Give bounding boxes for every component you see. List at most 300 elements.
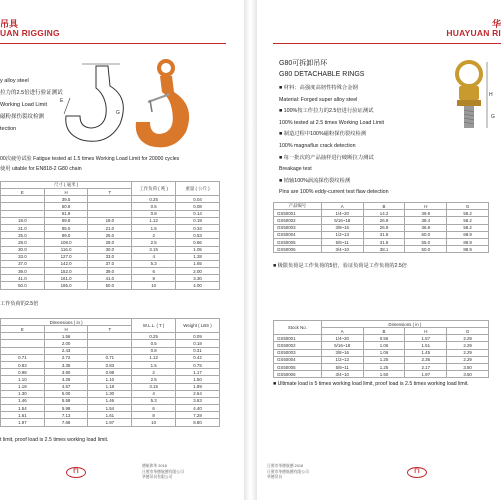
right-metric-table — [273, 202, 489, 253]
table-cell: 195.0 — [44, 282, 88, 289]
table-cell: 1.50 — [363, 371, 405, 378]
table-header: A — [321, 203, 363, 210]
left-footer-text — [142, 464, 184, 481]
table-cell: GS50004 — [274, 231, 322, 238]
table-cell: 8 — [132, 275, 176, 282]
table-cell: 0.18 — [176, 340, 220, 347]
table-subheader: T — [88, 326, 132, 333]
table-cell: 1.51 — [405, 342, 447, 349]
table-cell: 60.0 — [405, 231, 447, 238]
table-row — [1, 397, 220, 404]
right-feature: ■ 制造过程中100%磁粉探伤裂纹检测 — [279, 131, 367, 138]
table-cell: 5/16~18 — [321, 217, 363, 224]
right-feature: Pins are 100% eddy-current test flaw detection — [279, 189, 389, 196]
table-cell: 2.64 — [176, 390, 220, 397]
table-cell: 25.0 — [1, 232, 45, 239]
table-row — [1, 354, 220, 361]
fatigue-note: 00次疲劳试验 Fatigue tested at 1.5 times Working Load Limit for 20000 cycles — [0, 156, 180, 162]
svg-text:E: E — [60, 98, 64, 104]
table-cell: 26.9 — [363, 224, 405, 231]
table-cell — [88, 333, 132, 340]
table-cell: 161.0 — [44, 275, 88, 282]
table-cell: 3/8~16 — [321, 224, 363, 231]
left-metric-table — [0, 181, 220, 290]
table-cell: 39.0 — [1, 268, 45, 275]
table-cell: 4.40 — [176, 405, 220, 412]
table-cell: 0.8 — [132, 347, 176, 354]
table-cell: 1.10 — [88, 376, 132, 383]
table-row — [1, 419, 220, 426]
table-cell: 3.15 — [132, 246, 176, 253]
table-cell: 0.86 — [176, 239, 220, 246]
table-row — [274, 246, 489, 253]
table-subheader: H — [44, 326, 88, 333]
table-cell: GS50004 — [274, 356, 322, 363]
table-cell: 3.15 — [132, 383, 176, 390]
table-cell: 55.0 — [405, 238, 447, 245]
svg-text:G: G — [116, 110, 120, 116]
table-cell: 116.0 — [44, 246, 88, 253]
table-row — [1, 333, 220, 340]
left-feature: 拉力的2.5倍进行验证测试 — [0, 90, 63, 96]
table-cell: 0.31 — [176, 347, 220, 354]
table-cell: 1.30 — [1, 390, 45, 397]
table-row — [1, 376, 220, 383]
table-header: Dimensions ( in ) — [321, 321, 488, 328]
right-feature: ■ 100%按工作拉力的2.5倍进行验证测试 — [279, 108, 374, 115]
table-cell: 1.46 — [88, 397, 132, 404]
table-row — [274, 363, 489, 370]
table-subheader: B — [363, 328, 405, 335]
left-feature: tection — [0, 126, 17, 132]
table-cell: 7.28 — [176, 412, 220, 419]
table-cell: 0.04 — [176, 196, 220, 203]
table-cell: 39.0 — [88, 268, 132, 275]
table-cell: 1.25 — [363, 356, 405, 363]
footer-line: 德航和华 2018 — [142, 464, 167, 468]
table-cell — [1, 196, 45, 203]
table-row — [274, 231, 489, 238]
right-header-rule — [273, 43, 501, 44]
table-subheader: A — [321, 328, 363, 335]
right-footer-text — [267, 464, 309, 481]
table-cell: 4.57 — [44, 383, 88, 390]
table-cell: 1.89 — [176, 383, 220, 390]
table-cell: 4.25 — [44, 376, 88, 383]
table-cell: GS50002 — [274, 342, 322, 349]
table-row — [1, 203, 220, 210]
table-cell: 61.8 — [44, 210, 88, 217]
table-header: 工作负荷 ( 吨 ) — [132, 182, 176, 196]
table-cell: 3.50 — [447, 363, 489, 370]
table-cell: 1/2~13 — [321, 356, 363, 363]
left-brand — [0, 20, 60, 38]
right-feature: Breakage test — [279, 166, 312, 173]
table-cell: 0.53 — [176, 232, 220, 239]
table-cell: GS50003 — [274, 224, 322, 231]
table-cell: 3.63 — [176, 397, 220, 404]
table-cell: 1.54 — [1, 405, 45, 412]
table-cell: GS50005 — [274, 363, 322, 370]
table-cell: 30.0 — [1, 246, 45, 253]
table-cell: 2 — [132, 369, 176, 376]
table-cell: 1.10 — [1, 376, 45, 383]
left-page — [0, 0, 244, 500]
table-cell: 1/4~20 — [321, 335, 363, 342]
left-feature: Working Load Limit — [0, 102, 47, 108]
right-brand-en: HUAYUAN RI — [446, 28, 501, 39]
right-table1-note: ■ 极限负荷是工作负荷的5倍，验证负荷是工作负荷的2.5倍 — [273, 263, 407, 269]
table-cell: 0.56 — [363, 335, 405, 342]
table-cell — [1, 340, 45, 347]
table-cell: 2.00 — [176, 268, 220, 275]
table-header: 尺寸 ( 毫米 ) — [1, 182, 132, 189]
table-cell: 50.0 — [405, 246, 447, 253]
table-cell: 37.0 — [88, 260, 132, 267]
table-cell: 152.0 — [44, 268, 88, 275]
table-subheader: T — [88, 189, 132, 196]
table-cell: 41.0 — [88, 275, 132, 282]
table-cell: GS50003 — [274, 349, 322, 356]
table-row — [274, 371, 489, 378]
table-cell: 142.0 — [44, 260, 88, 267]
table-row — [1, 210, 220, 217]
table-row — [1, 383, 220, 390]
table-cell: 7.68 — [44, 419, 88, 426]
table-cell: 1.18 — [88, 383, 132, 390]
table-cell: 30.0 — [88, 246, 132, 253]
table-cell: 3.30 — [176, 275, 220, 282]
table-cell: 25.0 — [88, 232, 132, 239]
table-cell: 3.50 — [447, 371, 489, 378]
table-cell: 1.54 — [88, 405, 132, 412]
table-cell: GS50001 — [274, 210, 322, 217]
table-cell: 6 — [132, 405, 176, 412]
footer-line: 日照市华德航德有限公司 — [142, 469, 184, 474]
product-title-en: G80 DETACHABLE RINGS — [279, 71, 365, 78]
table-cell: 68.9 — [447, 231, 489, 238]
right-features — [279, 83, 459, 199]
table-cell: 2.17 — [405, 363, 447, 370]
table-cell: 39.9 — [405, 210, 447, 217]
table-cell: 0.8 — [132, 210, 176, 217]
left-table2-note: t limit, proof load is 2.5 times working load limit. — [0, 437, 109, 443]
table-cell: 1.57 — [405, 335, 447, 342]
table-subheader: G — [447, 328, 489, 335]
hook-outline-icon — [60, 64, 123, 141]
table-cell — [1, 203, 45, 210]
table-cell: 38.4 — [405, 217, 447, 224]
table-cell: 26.9 — [363, 217, 405, 224]
ring-image — [447, 56, 501, 144]
table-cell: 1.5 — [132, 361, 176, 368]
product-title-cn: G80可拆卸吊环 — [279, 60, 328, 67]
table-cell: 1/2~13 — [321, 231, 363, 238]
table-cell: 3/8~16 — [321, 349, 363, 356]
right-footer-logo: ΓⅠ — [407, 467, 427, 478]
product-title — [279, 58, 364, 80]
table-cell: 0.71 — [1, 354, 45, 361]
table-cell: 1.61 — [1, 412, 45, 419]
right-feature: 100% tested at 2.5 times Working Load Limit — [279, 119, 385, 126]
table-header: 重量 ( 公斤 ) — [176, 182, 220, 196]
hook-photo-icon — [136, 61, 189, 147]
table-cell: 0.14 — [176, 210, 220, 217]
left-header-rule — [0, 43, 226, 44]
table-cell: 0.42 — [176, 354, 220, 361]
table-header: Dimensions ( in ) — [1, 319, 132, 326]
table-cell — [88, 203, 132, 210]
table-row — [274, 356, 489, 363]
table-cell: 21.0 — [88, 224, 132, 231]
table-cell: 5.3 — [132, 397, 176, 404]
table-row — [274, 210, 489, 217]
right-feature: 100% magnaflux crack detection — [279, 142, 356, 149]
table-cell: 1.17 — [176, 369, 220, 376]
table-cell: 31.8 — [363, 231, 405, 238]
table-cell: 1.50 — [176, 376, 220, 383]
table-cell — [88, 196, 132, 203]
table-header: G — [447, 203, 489, 210]
table-row — [1, 390, 220, 397]
table-row — [1, 275, 220, 282]
table-cell: 0.25 — [132, 196, 176, 203]
table-cell: 38.1 — [363, 246, 405, 253]
left-feature: y alloy steel — [0, 78, 29, 84]
table-cell: 2.29 — [447, 356, 489, 363]
table-cell: 1.12 — [132, 217, 176, 224]
table-row — [1, 196, 220, 203]
table-cell: 0.75 — [176, 361, 220, 368]
table-cell: 21.0 — [1, 224, 45, 231]
table-cell: 1.05 — [176, 246, 220, 253]
table-cell: 3/4~10 — [321, 246, 363, 253]
table-cell: 50.8 — [44, 203, 88, 210]
table-row — [1, 361, 220, 368]
left-features — [0, 75, 63, 135]
table-cell: 2 — [132, 232, 176, 239]
table-cell: 85.0 — [44, 224, 88, 231]
table-cell: 0.98 — [1, 369, 45, 376]
table-cell: 1.18 — [1, 383, 45, 390]
table-cell: 2.29 — [447, 342, 489, 349]
table-row — [1, 347, 220, 354]
table-cell: 2.36 — [405, 356, 447, 363]
detachable-ring-icon — [457, 62, 495, 128]
page-gutter — [244, 0, 257, 500]
table-cell: 2.29 — [447, 335, 489, 342]
table-row — [1, 369, 220, 376]
table-cell: 1.28 — [176, 253, 220, 260]
table-cell: 5/8~11 — [321, 363, 363, 370]
footer-line: 华德吊具 — [267, 475, 283, 479]
table-cell: 28.0 — [88, 239, 132, 246]
table-cell: 37.0 — [1, 260, 45, 267]
table-cell: 3.90 — [44, 369, 88, 376]
table-cell — [1, 347, 45, 354]
svg-text:G: G — [491, 114, 495, 120]
left-table1-note: 工作负荷的2.5倍 — [0, 301, 39, 307]
table-cell: 1.65 — [176, 260, 220, 267]
table-cell: 2.5 — [132, 376, 176, 383]
table-header: Weight ( LBS ) — [176, 319, 220, 333]
right-feature: ■ 材料：高强度高韧性特殊合金钢 — [279, 85, 358, 91]
table-cell: 1.46 — [1, 397, 45, 404]
right-feature: Material: Forged super alloy steel — [279, 96, 358, 103]
table-cell: 58.2 — [447, 217, 489, 224]
table-row — [1, 340, 220, 347]
table-cell: 0.08 — [176, 203, 220, 210]
table-cell: 4.00 — [176, 282, 220, 289]
table-cell: 5/8~11 — [321, 238, 363, 245]
right-feature: ■ 每一批次的产品抽样进行破断拉力测试 — [279, 154, 374, 161]
table-cell: 99.0 — [44, 232, 88, 239]
table-cell: 50.0 — [88, 282, 132, 289]
table-cell: 33.0 — [88, 253, 132, 260]
table-row — [1, 412, 220, 419]
table-cell: 1.97 — [1, 419, 45, 426]
footer-line: 日照市华德航德有限公司 — [267, 469, 309, 474]
right-table2-note: ■ Ultimate load is 5 times working load limit, proof load is 2.5 times working load limit. — [273, 381, 469, 387]
table-cell: 5/16~18 — [321, 342, 363, 349]
table-cell: 0.71 — [88, 354, 132, 361]
table-cell: 1.56 — [44, 333, 88, 340]
table-cell: 2.43 — [44, 347, 88, 354]
table-cell — [1, 333, 45, 340]
table-cell: 18.0 — [1, 217, 45, 224]
table-row — [1, 260, 220, 267]
table-cell — [88, 347, 132, 354]
table-cell: 8.80 — [176, 419, 220, 426]
table-cell: 1.45 — [405, 349, 447, 356]
table-cell: 0.5 — [132, 203, 176, 210]
footer-line: 日照市华德航德 2018 — [267, 464, 304, 468]
table-cell: 2.29 — [447, 349, 489, 356]
right-brand — [446, 20, 501, 38]
table-row — [274, 342, 489, 349]
table-cell — [1, 210, 45, 217]
table-cell: GS50006 — [274, 371, 322, 378]
table-cell: 0.19 — [176, 217, 220, 224]
table-cell: 88.9 — [447, 238, 489, 245]
table-cell: 14.2 — [363, 210, 405, 217]
table-cell: 2.00 — [44, 340, 88, 347]
table-row — [1, 282, 220, 289]
table-cell: 69.8 — [44, 217, 88, 224]
table-header: 产品编号 — [274, 203, 322, 210]
table-row — [1, 224, 220, 231]
table-cell: 1.5 — [132, 224, 176, 231]
right-imperial-table — [273, 320, 489, 378]
table-cell: 31.8 — [363, 238, 405, 245]
table-cell: 10 — [132, 282, 176, 289]
table-row — [1, 232, 220, 239]
table-cell: 0.83 — [1, 361, 45, 368]
table-cell: 6 — [132, 268, 176, 275]
table-cell: 5.3 — [132, 260, 176, 267]
table-cell: 0.5 — [132, 340, 176, 347]
right-page — [257, 0, 501, 500]
table-row — [1, 405, 220, 412]
table-cell: 41.0 — [1, 275, 45, 282]
table-row — [274, 349, 489, 356]
table-cell: 50.0 — [1, 282, 45, 289]
table-cell: 1.12 — [132, 354, 176, 361]
table-cell: 108.0 — [44, 239, 88, 246]
table-cell: 58.2 — [447, 224, 489, 231]
table-row — [1, 217, 220, 224]
table-cell: 0.34 — [176, 224, 220, 231]
table-header: W.L.L. ( T ) — [132, 319, 176, 333]
table-subheader: H — [44, 189, 88, 196]
table-cell: 4 — [132, 390, 176, 397]
table-subheader: E — [1, 326, 45, 333]
table-cell: 4 — [132, 253, 176, 260]
table-cell: 0.83 — [88, 361, 132, 368]
chain-note: 使用 uitable for EN818-2 G80 chain — [0, 166, 82, 172]
table-cell: 1.06 — [363, 349, 405, 356]
svg-text:H: H — [489, 92, 493, 98]
table-cell: 5.59 — [44, 397, 88, 404]
table-cell: 1.61 — [88, 412, 132, 419]
table-subheader: E — [1, 189, 45, 196]
left-footer-logo: ΓⅠ — [66, 467, 86, 478]
table-header: B — [363, 203, 405, 210]
table-cell: 2.5 — [132, 239, 176, 246]
left-imperial-table — [0, 318, 220, 427]
table-cell: 8 — [132, 412, 176, 419]
table-cell: 2.72 — [44, 354, 88, 361]
table-cell: 1.30 — [88, 390, 132, 397]
table-cell: GS50005 — [274, 238, 322, 245]
table-cell: GS50002 — [274, 217, 322, 224]
table-cell: 1.06 — [363, 342, 405, 349]
table-cell: 5.98 — [44, 405, 88, 412]
table-cell: 0.25 — [132, 333, 176, 340]
table-cell: 5.00 — [44, 390, 88, 397]
right-brand-cn: 华 — [491, 19, 501, 29]
table-cell: 1.97 — [88, 419, 132, 426]
table-cell — [88, 340, 132, 347]
table-cell: 0.09 — [176, 333, 220, 340]
left-brand-en: UAN RIGGING — [0, 28, 60, 39]
table-cell: 36.8 — [405, 224, 447, 231]
table-row — [1, 268, 220, 275]
table-cell: GS50006 — [274, 246, 322, 253]
table-cell: 7.13 — [44, 412, 88, 419]
table-cell: 39.5 — [44, 196, 88, 203]
table-header: Stock No. — [274, 321, 322, 335]
table-subheader: H — [405, 328, 447, 335]
left-feature: 磁粉探伤裂纹检测 — [0, 114, 45, 120]
table-row — [274, 238, 489, 245]
table-cell: 33.0 — [1, 253, 45, 260]
table-cell — [88, 210, 132, 217]
table-cell: 1.97 — [405, 371, 447, 378]
table-cell: 28.0 — [1, 239, 45, 246]
table-cell: 58.2 — [447, 210, 489, 217]
table-cell: 88.9 — [447, 246, 489, 253]
table-cell: 18.0 — [88, 217, 132, 224]
footer-line: 华德吊具有限公司 — [142, 475, 173, 479]
table-cell: 3.35 — [44, 361, 88, 368]
left-brand-cn: 吊具 — [0, 19, 19, 29]
table-cell: 0.98 — [88, 369, 132, 376]
table-cell: 3/4~10 — [321, 371, 363, 378]
table-header: H — [405, 203, 447, 210]
table-cell: 1.25 — [363, 363, 405, 370]
right-feature: ■ 销轴100%涡流探伤裂纹检测 — [279, 177, 351, 184]
